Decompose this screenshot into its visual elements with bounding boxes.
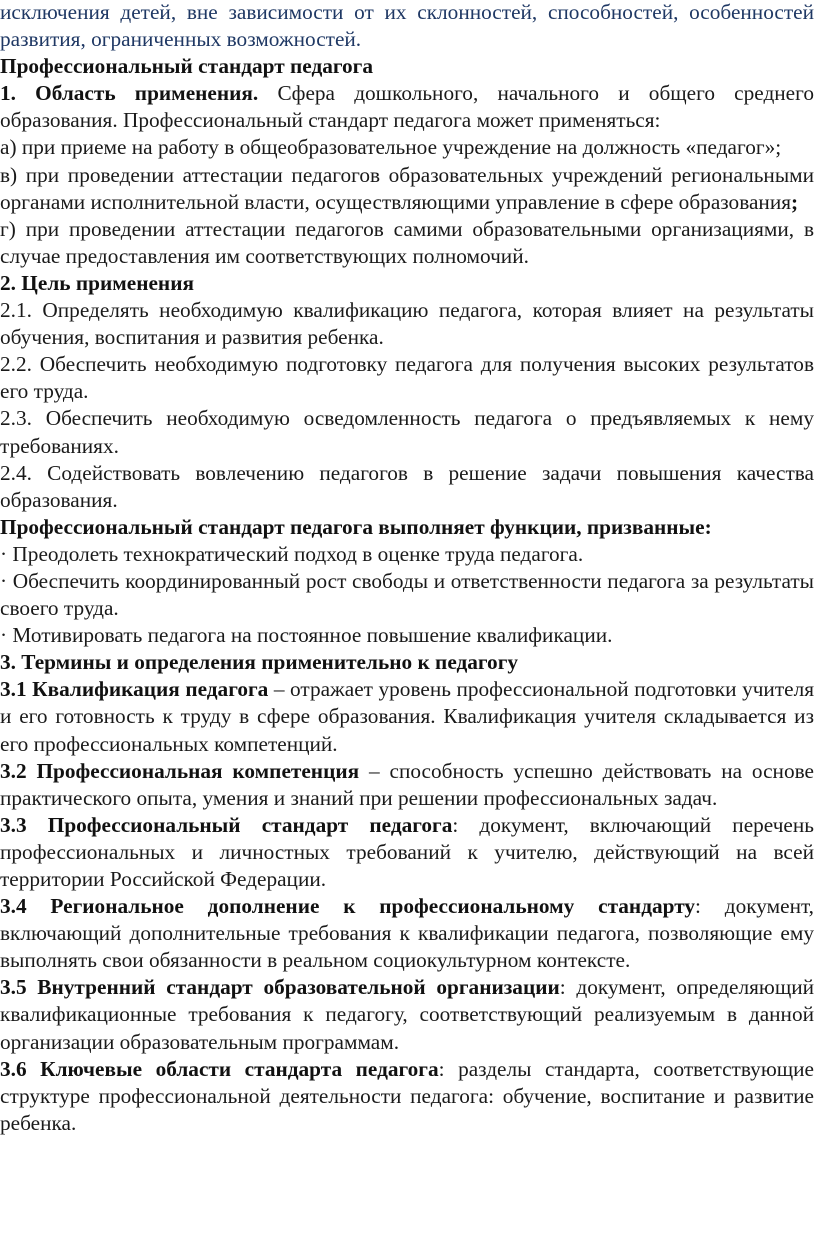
functions-title: Профессиональный стандарт педагога выполняет функции, призванные: — [0, 514, 712, 539]
term-3-5-name: 3.5 Внутренний стандарт образовательной организации — [0, 975, 560, 1000]
term-3-4 — [0, 893, 814, 974]
section-1-item-v-text: в) при проведении аттестации педагогов образовательных учреждений региональными органами исполнительной власти, осуществляющими управление в сфере образования — [0, 162, 814, 214]
section-3-title: 3. Термины и определения применительно к педагогу — [0, 650, 519, 675]
term-3-4-text: : документ, включающий дополнительные требования к квалификации педагога, позволяющие ему выполнять свои обязанности в реальном социокультурном контексте. — [0, 894, 815, 973]
term-3-5 — [0, 974, 814, 1055]
term-3-6-name: 3.6 Ключевые области стандарта педагога — [0, 1056, 439, 1081]
functions-item-3: · Мотивировать педагога на постоянное повышение квалификации. — [0, 623, 613, 648]
term-3-6-text: : разделы стандарта, соответствующие структуре профессиональной деятельности педагога: обучение, воспитание и развитие ребенка. — [0, 1056, 814, 1135]
section-2-item-3: 2.3. Обеспечить необходимую осведомленность педагога о предъявляемых к нему требованиях. — [0, 406, 814, 458]
section-1-item-g: г) при проведении аттестации педагогов самими образовательными организациями, в случае предоставления им соответствующих полномочий. — [0, 216, 814, 268]
section-1-item-v — [0, 162, 814, 216]
term-3-1-text: – отражает уровень профессиональной подготовки учителя и его готовность к труду в сфере образования. Квалификация учителя складывается из его профессиональных компетенций. — [0, 677, 815, 756]
section-2-item-1: 2.1. Определять необходимую квалификацию педагога, которая влияет на результаты обучения, воспитания и развития ребенка. — [0, 298, 814, 350]
section-2-title: 2. Цель применения — [0, 270, 194, 295]
term-3-3 — [0, 812, 814, 893]
term-3-3-name: 3.3 Профессиональный стандарт педагога — [0, 812, 453, 837]
term-3-1-name: 3.1 Квалификация педагога — [0, 677, 269, 702]
functions-item-1: · Преодолеть технократический подход в оценке труда педагога. — [0, 541, 584, 566]
section-1-item-a: а) при приеме на работу в общеобразовательное учреждение на должность «педагог»; — [0, 135, 782, 160]
term-3-4-name: 3.4 Региональное дополнение к профессиональному стандарту — [0, 894, 696, 919]
term-3-3-text: : документ, включающий перечень профессиональных и личностных требований к учителю, действующий на всей территории Российской Федерации. — [0, 812, 814, 891]
term-3-2-name: 3.2 Профессиональная компетенция — [0, 758, 360, 783]
section-1-item-v-end: ; — [791, 189, 799, 214]
section-1-paragraph — [0, 80, 814, 134]
term-3-1 — [0, 676, 814, 757]
main-heading: Профессиональный стандарт педагога — [0, 54, 373, 79]
section-2-item-4: 2.4. Содействовать вовлечению педагогов в решение задачи повышения качества образования. — [0, 460, 814, 512]
section-2-item-2: 2.2. Обеспечить необходимую подготовку педагога для получения высоких результатов его труда. — [0, 352, 814, 404]
term-3-2 — [0, 758, 814, 812]
term-3-5-text: : документ, определяющий квалификационные требования к педагогу, соответствующий реализуемым в данной организации образовательным программам. — [0, 975, 815, 1054]
functions-item-2: · Обеспечить координированный рост свободы и ответственности педагога за результаты своего труда. — [0, 568, 814, 621]
section-1-title: 1. Область применения. — [0, 81, 259, 106]
term-3-2-text: – способность успешно действовать на основе практического опыта, умения и знаний при решении профессиональных задач. — [0, 758, 814, 810]
term-3-6 — [0, 1056, 814, 1137]
intro-paragraph: исключения детей, вне зависимости от их склонностей, способностей, особенностей развития, ограниченных возможностей. — [0, 0, 814, 52]
section-1-text: Сфера дошкольного, начального и общего среднего образования. Профессиональный стандарт педагога может применяться: — [0, 81, 814, 133]
